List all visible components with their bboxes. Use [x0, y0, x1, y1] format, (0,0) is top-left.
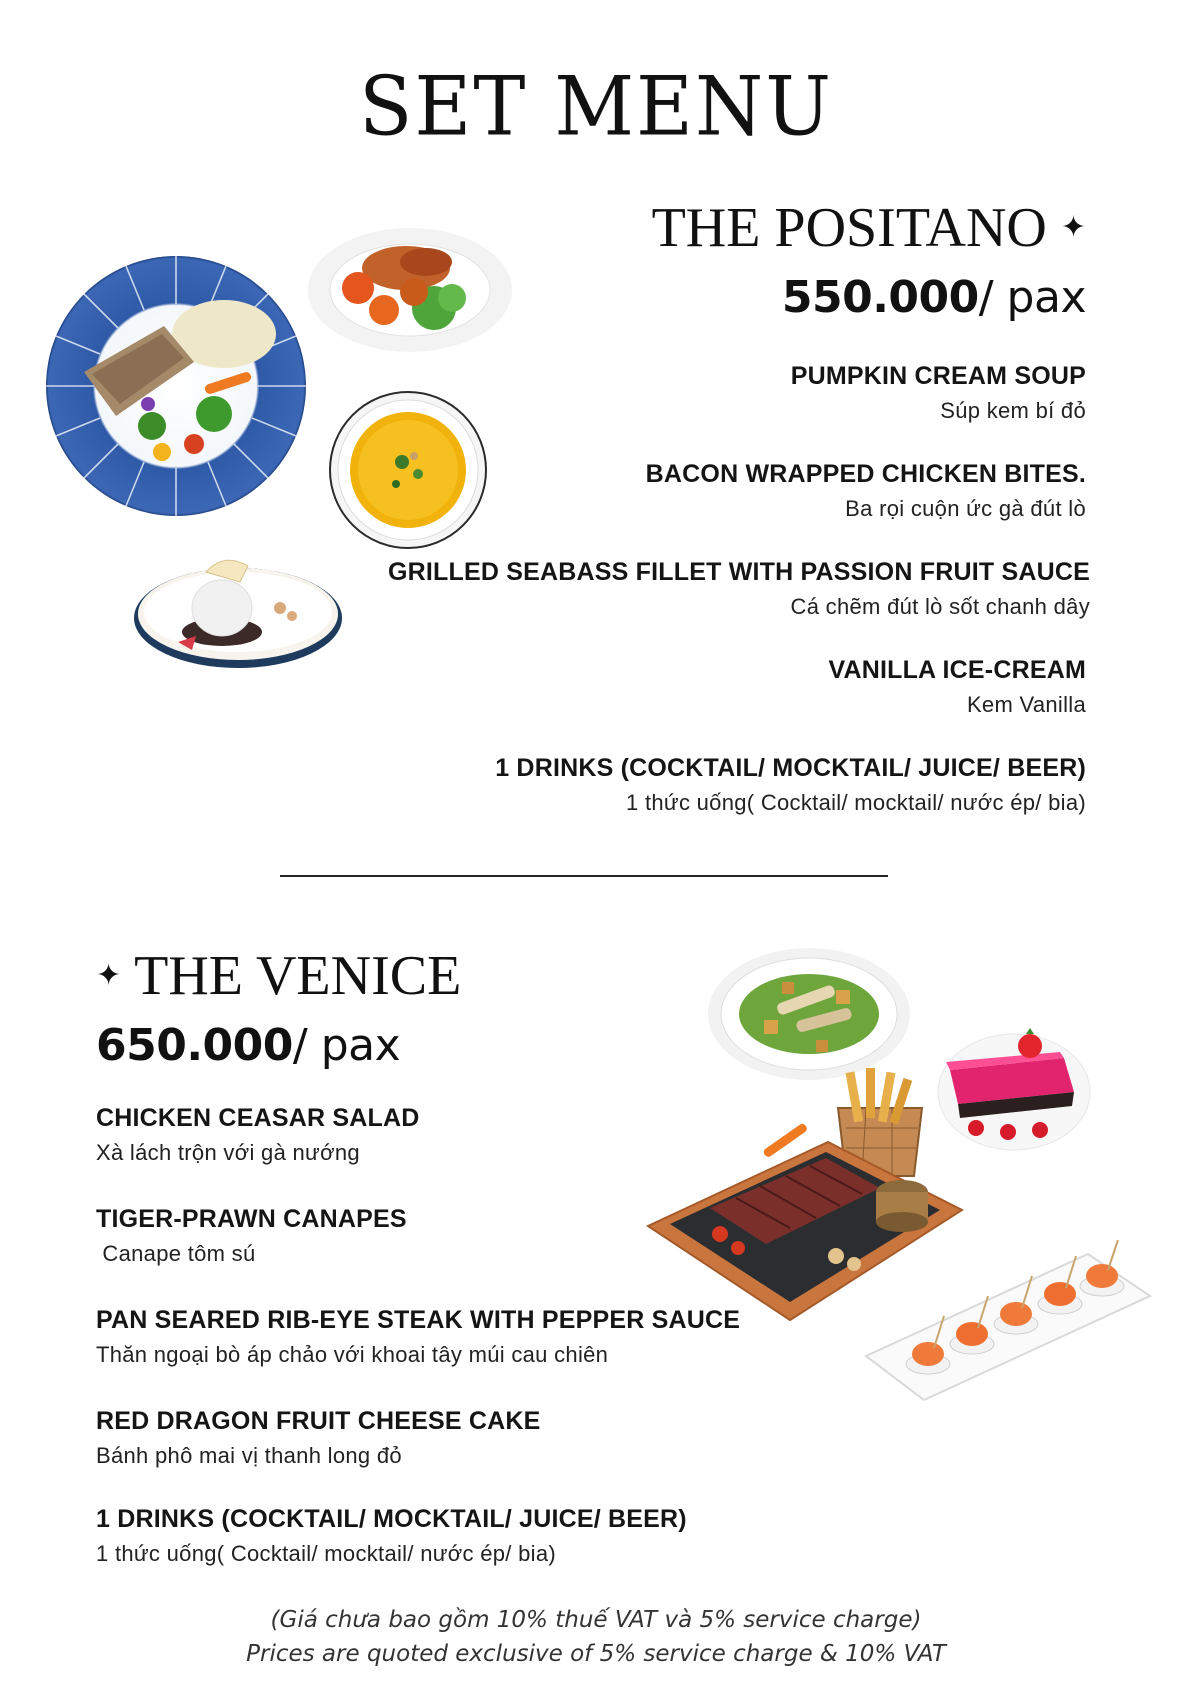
- menu-item: [388, 754, 1086, 852]
- set-name-text: THE VENICE: [134, 945, 462, 1007]
- tiger-prawn-canapes-image: [862, 1236, 1152, 1402]
- menu-item: [388, 656, 1086, 754]
- section-divider: [280, 875, 888, 877]
- menu-item-translation: Ba rọi cuộn ức gà đút lò: [845, 496, 1086, 521]
- menu-item-name: VANILLA ICE-CREAM: [828, 656, 1086, 684]
- menu-item-translation: Súp kem bí đỏ: [940, 398, 1086, 423]
- menu-item-name: PUMPKIN CREAM SOUP: [790, 362, 1086, 390]
- chicken-bites-plate-image: [306, 224, 514, 354]
- menu-item: [96, 1407, 740, 1505]
- tax-note-vietnamese: (Giá chưa bao gồm 10% thuế VAT và 5% service charge): [270, 1607, 922, 1633]
- tax-note-english: Prices are quoted exclusive of 5% service charge & 10% VAT: [246, 1641, 946, 1667]
- menu-item-name: GRILLED SEABASS FILLET WITH PASSION FRUIT SAUCE: [387, 558, 1090, 586]
- menu-item-name: TIGER-PRAWN CANAPES: [96, 1205, 407, 1233]
- price-positano: [782, 272, 1086, 323]
- price-value: 550.000: [781, 272, 979, 323]
- menu-item-translation: Thăn ngoại bò áp chảo với khoai tây múi cau chiên: [96, 1342, 609, 1367]
- set-name-venice: [96, 944, 461, 1008]
- menu-item-name: PAN SEARED RIB-EYE STEAK WITH PEPPER SAUCE: [96, 1306, 741, 1334]
- page-title: SET MENU: [359, 59, 833, 155]
- set-name-text: THE POSITANO: [651, 197, 1047, 259]
- set-name-positano: [652, 196, 1086, 260]
- menu-item-translation: Canape tôm sú: [96, 1241, 256, 1266]
- vanilla-ice-cream-plate-image: [132, 546, 344, 670]
- sparkle-icon: ✦: [96, 958, 122, 992]
- sparkle-icon: ✦: [1060, 210, 1086, 244]
- menu-item: [96, 1505, 740, 1603]
- menu-item-name: CHICKEN CEASAR SALAD: [96, 1104, 420, 1132]
- menu-item: [388, 460, 1086, 558]
- menu-item-translation: Kem Vanilla: [966, 692, 1086, 717]
- menu-item: [388, 558, 1090, 656]
- menu-item-translation: Bánh phô mai vị thanh long đỏ: [96, 1443, 402, 1468]
- menu-item-name: 1 DRINKS (COCKTAIL/ MOCKTAIL/ JUICE/ BEER): [96, 1505, 687, 1533]
- menu-item-translation: Cá chẽm đút lò sốt chanh dây: [790, 594, 1090, 619]
- price-venice: [96, 1020, 400, 1071]
- price-unit: / pax: [292, 1020, 401, 1071]
- menu-item-translation: 1 thức uống( Cocktail/ mocktail/ nước ép/ bia): [96, 1541, 556, 1566]
- menu-item-translation: Xà lách trộn với gà nướng: [96, 1140, 360, 1165]
- price-unit: / pax: [978, 272, 1086, 323]
- menu-item-translation: 1 thức uống( Cocktail/ mocktail/ nước ép/ bia): [626, 790, 1086, 815]
- seabass-plate-image: [44, 254, 308, 518]
- menu-item-name: RED DRAGON FRUIT CHEESE CAKE: [96, 1407, 541, 1435]
- menu-item-name: BACON WRAPPED CHICKEN BITES.: [645, 460, 1086, 488]
- positano-menu-items: [387, 362, 1090, 852]
- price-value: 650.000: [96, 1020, 293, 1071]
- menu-item: [388, 362, 1086, 460]
- menu-item-name: 1 DRINKS (COCKTAIL/ MOCKTAIL/ JUICE/ BEER): [495, 754, 1086, 782]
